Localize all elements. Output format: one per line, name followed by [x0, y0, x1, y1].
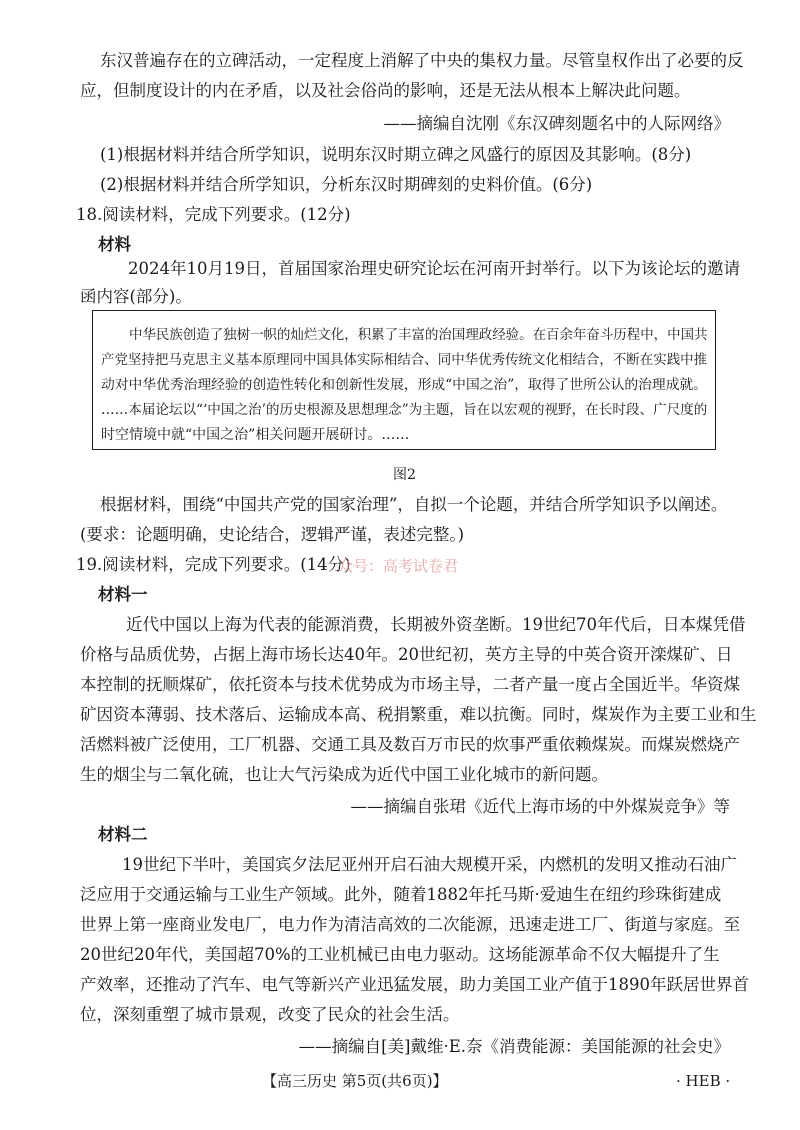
- box-line-2: 产党坚持把马克思主义基本原理同中国具体实际相结合、同中华优秀传统文化相结合，不断在实践中推: [101, 352, 708, 368]
- q18-intro-1: 2024年10月19日，首届国家治理史研究论坛在河南开封举行。以下为该论坛的邀请: [128, 259, 740, 278]
- m1-line-1: 近代中国以上海为代表的能源消费，长期被外资垄断。19世纪70年代后，日本煤凭借: [126, 615, 746, 634]
- figure-caption: 图2: [393, 467, 416, 483]
- invitation-box: [92, 310, 716, 450]
- watermark: 众号：高考试卷君: [338, 557, 459, 575]
- m2-line-2: 泛应用于交通运输与工业生产领域。此外，随着1882年托马斯·爱迪生在纽约珍珠街建成: [80, 885, 722, 904]
- m2-line-4: 20世纪20年代，美国超70%的工业机械已由电力驱动。这场能源革命不仅大幅提升了生: [80, 945, 720, 964]
- box-line-5: 时空情境中就“中国之治”相关问题开展研讨。……: [101, 427, 410, 443]
- m1-line-3: 本控制的抚顺煤矿，依托资本与技术优势成为市场主导，二者产量一度占全国近半。华资煤: [80, 675, 740, 694]
- q17-sub1: (1)根据材料并结合所学知识，说明东汉时期立碑之风盛行的原因及其影响。(8分): [100, 145, 692, 164]
- m2-line-3: 世界上第一座商业发电厂，电力作为清洁高效的二次能源，迅速走进工厂、街道与家庭。至: [80, 915, 740, 934]
- m1-line-5: 活燃料被广泛使用，工厂机器、交通工具及数百万市民的炊事严重依赖煤炭。而煤炭燃烧产: [80, 735, 740, 754]
- q19-title: 19.阅读材料，完成下列要求。(14分): [76, 555, 351, 574]
- top-line-2: 应，但制度设计的内在矛盾，以及社会俗尚的影响，还是无法从根本上解决此问题。: [80, 81, 691, 100]
- q18-material-label: 材料: [98, 235, 131, 254]
- box-line-3: 动对中华优秀治理经验的创造性转化和创新性发展，形成“中国之治”，取得了世所公认的治理成就。: [101, 377, 707, 393]
- q18-requirement: (要求：论题明确，史论结合，逻辑严谨，表述完整。): [80, 525, 465, 544]
- box-line-4: ……本届论坛以“‘中国之治’的历史根源及思想理念”为主题，旨在以宏观的视野，在长时段、广尺度的: [101, 402, 708, 418]
- q17-sub2: (2)根据材料并结合所学知识，分析东汉时期碑刻的史料价值。(6分): [100, 175, 593, 194]
- box-line-1: 中华民族创造了独树一帜的灿烂文化，积累了丰富的治国理政经验。在百余年奋斗历程中，中国共: [129, 328, 708, 343]
- m1-line-4: 矿因资本薄弱、技术落后、运输成本高、税捐繁重，难以抗衡。同时，煤炭作为主要工业和生: [80, 705, 757, 724]
- m1-line-6: 生的烟尘与二氧化硫，也让大气污染成为近代中国工业化城市的新问题。: [80, 765, 608, 784]
- m2-source: ——摘编自[美]戴维·E.奈《消费能源：美国能源的社会史》: [298, 1037, 730, 1056]
- m2-line-1: 19世纪下半叶，美国宾夕法尼亚州开启石油大规模开采，内燃机的发明又推动石油广: [122, 855, 737, 874]
- q18-task: 根据材料，围绕“中国共产党的国家治理”，自拟一个论题，并结合所学知识予以阐述。: [100, 495, 728, 514]
- m2-line-6: 位，深刻重塑了城市景观，改变了民众的社会生活。: [80, 1005, 460, 1024]
- footer-page-info: 【高三历史 第5页(共6页)】: [262, 1072, 448, 1090]
- q19-m2-label: 材料二: [98, 825, 148, 844]
- top-source: ——摘编自沈刚《东汉碑刻题名中的人际网络》: [383, 114, 730, 133]
- m2-line-5: 产效率，还推动了汽车、电气等新兴产业迅猛发展，助力美国工业产值于1890年跃居世界首: [80, 975, 749, 994]
- q19-m1-label: 材料一: [98, 585, 148, 604]
- m1-source: ——摘编自张珺《近代上海市场的中外煤炭竞争》等: [350, 797, 730, 816]
- top-line-1: 东汉普遍存在的立碑活动，一定程度上消解了中央的集权力量。尽管皇权作出了必要的反: [100, 51, 744, 70]
- footer-code: · HEB ·: [676, 1072, 731, 1090]
- q18-title: 18.阅读材料，完成下列要求。(12分): [76, 205, 351, 224]
- m1-line-2: 价格与品质优势，占据上海市场长达40年。20世纪初，英方主导的中英合资开滦煤矿、日: [80, 645, 733, 664]
- q18-intro-2: 函内容(部分)。: [80, 287, 192, 306]
